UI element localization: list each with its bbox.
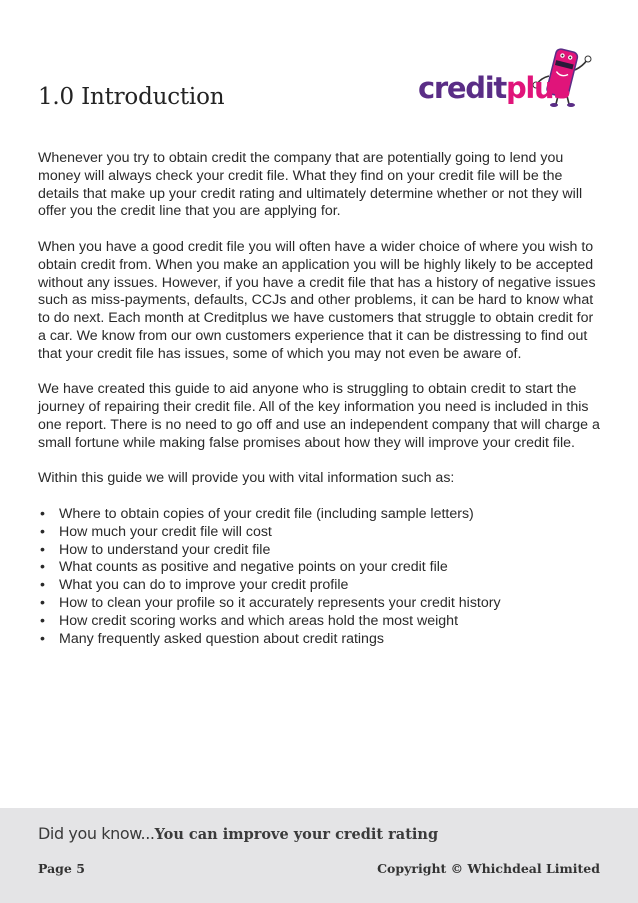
list-item: • Where to obtain copies of your credit file (including sample letters): [38, 506, 600, 524]
intro-body: [38, 150, 600, 648]
page-footer: [0, 808, 638, 903]
did-you-know-text: You can improve your credit rating: [154, 826, 439, 843]
list-item: • How to understand your credit file: [38, 542, 600, 560]
page-title: 1.0 Introduction: [38, 84, 225, 110]
logo-plus-text: plus: [505, 71, 570, 105]
list-item: • How credit scoring works and which areas hold the most weight: [38, 613, 600, 631]
did-you-know: [38, 824, 438, 843]
paragraph: Within this guide we will provide you with vital information such as:: [38, 470, 455, 487]
info-list: [38, 506, 600, 648]
list-item: • How to clean your profile so it accurately represents your credit history: [38, 595, 600, 613]
page-number: Page 5: [38, 861, 85, 876]
list-item: • Many frequently asked question about credit ratings: [38, 631, 600, 649]
list-item: • How much your credit file will cost: [38, 524, 600, 542]
did-you-know-lead: Did you know...: [38, 824, 155, 843]
list-item: • What you can do to improve your credit profile: [38, 577, 600, 595]
copyright-notice: Copyright © Whichdeal Limited: [377, 861, 600, 876]
creditplus-logo: [413, 46, 613, 116]
paragraph: We have created this guide to aid anyone who is struggling to obtain credit to start the journey of repairing their credit file. All of the key information you need is included in this one report. There is no need to go off and use an independent company that will charge a small fortune while making false promises about how they will improve your credit file.: [38, 381, 600, 451]
paragraph: Whenever you try to obtain credit the company that are potentially going to lend you money will always check your credit file. What they find on your credit file will be the details that make up your credit rating and ultimately determine whether or not they will offer you the credit line that you are applying for.: [38, 150, 583, 220]
list-item: • What counts as positive and negative points on your credit file: [38, 559, 600, 577]
logo-wordmark: [418, 71, 570, 105]
logo-credit-text: credit: [418, 71, 506, 105]
paragraph: When you have a good credit file you will often have a wider choice of where you wish to obtain credit from. When you make an application you will be highly likely to be accepted without any issues. However, if you have a credit file that has a history of negative issues such as miss-payments, defaults, CCJs and other problems, it can be hard to know what to do next. Each month at Creditplus we have customers that struggle to obtain credit for a car. We know from our own customers experience that it can be distressing to find out that your credit file has issues, some of which you may not even be aware of.: [38, 238, 596, 362]
